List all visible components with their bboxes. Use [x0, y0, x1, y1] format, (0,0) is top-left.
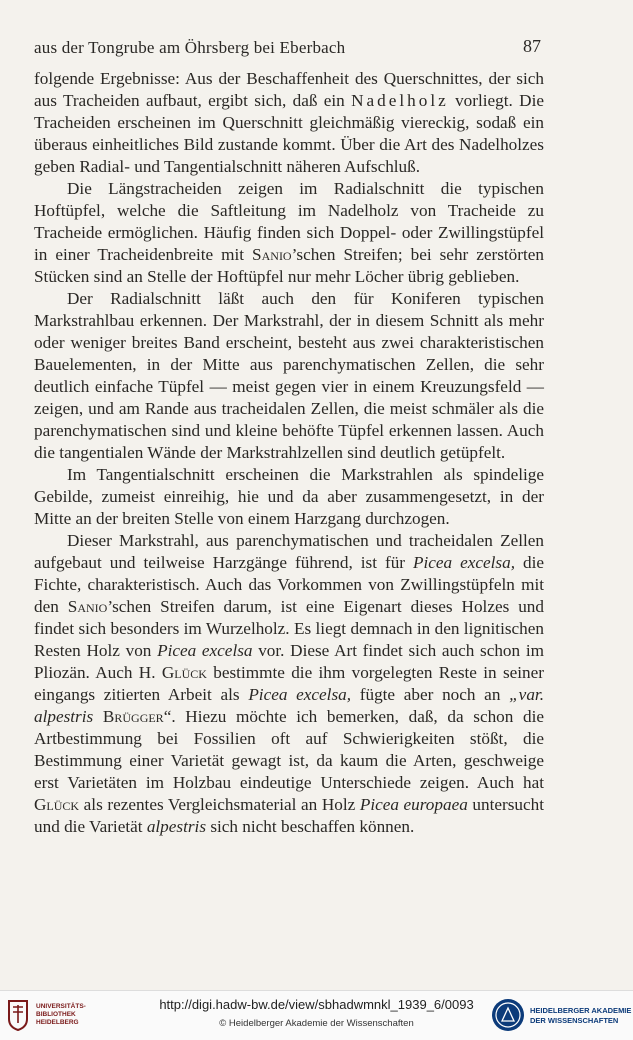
- academy-logo-text: HEIDELBERGER AKADEMIE DER WISSENSCHAFTEN: [530, 1006, 632, 1025]
- author-name: Sanio: [252, 245, 292, 264]
- text-run: sich nicht beschaffen können.: [206, 817, 415, 836]
- text-run: folgende Ergebnisse: Aus der Beschaffenheit des Querschnittes, der sich aus Tracheiden aufbaut, ergibt sich, daß ein: [34, 69, 544, 110]
- text-run: als rezentes Vergleichsmaterial an Holz: [79, 795, 360, 814]
- viewer-footer: [0, 990, 633, 1040]
- text-run: vor. Diese Art findet sich auch schon im Pliozän. Auch H.: [34, 641, 544, 682]
- author-name: Brügger: [102, 707, 164, 726]
- page-number: 87: [523, 36, 541, 56]
- paragraph-4: Im Tangentialschnitt erscheinen die Markstrahlen als spindelige Gebilde, zumeist einreihig, hie und da aber zusammengesetzt, in der Mitte an der breiten Stelle von einem Harzgang durchzogen.: [34, 465, 544, 528]
- author-name: Glück: [34, 795, 80, 814]
- copyright-notice: © Heidelberger Akademie der Wissenschaften: [219, 1018, 414, 1029]
- text-run: untersucht und die Varietät: [34, 795, 544, 836]
- species-name: Picea europaea: [359, 795, 468, 814]
- permalink-url[interactable]: http://digi.hadw-bw.de/view/sbhadwmnkl_1939_6/0093: [159, 997, 474, 1012]
- species-name: Picea excelsa,: [248, 685, 352, 704]
- author-name: Sanio: [67, 597, 108, 616]
- paragraph-3: Der Radialschnitt läßt auch den für Koniferen typischen Markstrahlbau erkennen. Der Markstrahl, der in diesem Schnitt als mehr oder weniger breites Band erscheint, besteht aus zwei charakteristischen Bauelementen, in der Mitte aus parenchymatischen Zellen, die sehr deutlich einfache Tüpfel — meist gegen vier in einem Kreuzungsfeld — zeigen, und am Rande aus tracheidalen Zellen, die meist schmäler als die parenchymatischen sind und kleine behöfte Tüpfel erkennen lassen. Auch die tangentialen Wände der Markstrahlzellen sind deutlich getüpfelt.: [34, 289, 544, 462]
- university-logo-text: UNIVERSITÄTS- BIBLIOTHEK HEIDELBERG: [36, 1003, 86, 1026]
- text-run: fügte aber noch an: [351, 685, 510, 704]
- academy-seal-icon: [490, 997, 526, 1033]
- variety-name: „var. alpestris: [34, 685, 544, 726]
- variety-name: alpestris: [146, 817, 207, 836]
- spaced-term: Nadelholz: [351, 91, 449, 110]
- text-run: vorliegt. Die Tracheiden erscheinen im Querschnitt gleichmäßig viereckig, sodaß ein überaus einheitliches Bild zustande kommt. Über die Art des Nadelholzes geben Radial- und Tangentialschnitt näheren Aufschluß.: [34, 91, 544, 176]
- text-run: Die Längstracheiden zeigen im Radialschnitt die typischen Hoftüpfel, welche die Saftleitung im Nadelholz von Tracheide zu Tracheide ermöglichen. Häufig finden sich Doppel- oder Zwillingstüpfel in einer Tracheidenbreite mit: [34, 179, 544, 264]
- text-run: “. Hiezu möchte ich bemerken, daß, da schon die Artbestimmung bei Fossilien oft auf Schwierigkeiten stößt, die Bestimmung einer Varietät gewagt ist, da kaum die Arten, geschweige erst Varietäten im Holzbau eindeutige Unterschiede zeigen. Auch hat: [34, 707, 545, 792]
- paragraph-5: [34, 530, 544, 838]
- running-header: aus der Tongrube am Öhrsberg bei Eberbach: [34, 38, 346, 57]
- paragraph-1: [34, 68, 544, 178]
- academy-logo[interactable]: [490, 997, 630, 1035]
- text-run: bestimmte die ihm vorgelegten Reste in seiner eingangs zitierten Arbeit als: [34, 663, 545, 704]
- text-run: die Fichte, charakteristisch. Auch das Vorkommen von Zwillingstüpfeln mit den: [34, 553, 544, 616]
- text-run: ’schen Streifen darum, ist eine Eigenart dieses Holzes und findet sich besonders im Wurzelholz. Es liegt demnach in den lignitischen Resten Holz von: [34, 597, 544, 660]
- body-text: [34, 68, 544, 838]
- text-run: ’schen Streifen; bei sehr zerstörten Stücken sind an Stelle der Hoftüpfel nur mehr Löcher übrig geblieben.: [34, 245, 544, 286]
- text-run: Dieser Markstrahl, aus parenchymatischen und tracheidalen Zellen aufgebaut und teilweise Harzgänge führend, ist für: [34, 531, 544, 572]
- species-name: Picea excelsa,: [413, 553, 515, 572]
- species-name: Picea excelsa: [157, 641, 253, 660]
- paragraph-2: [34, 178, 544, 288]
- text-run: [93, 707, 103, 726]
- author-name: Glück: [161, 663, 207, 682]
